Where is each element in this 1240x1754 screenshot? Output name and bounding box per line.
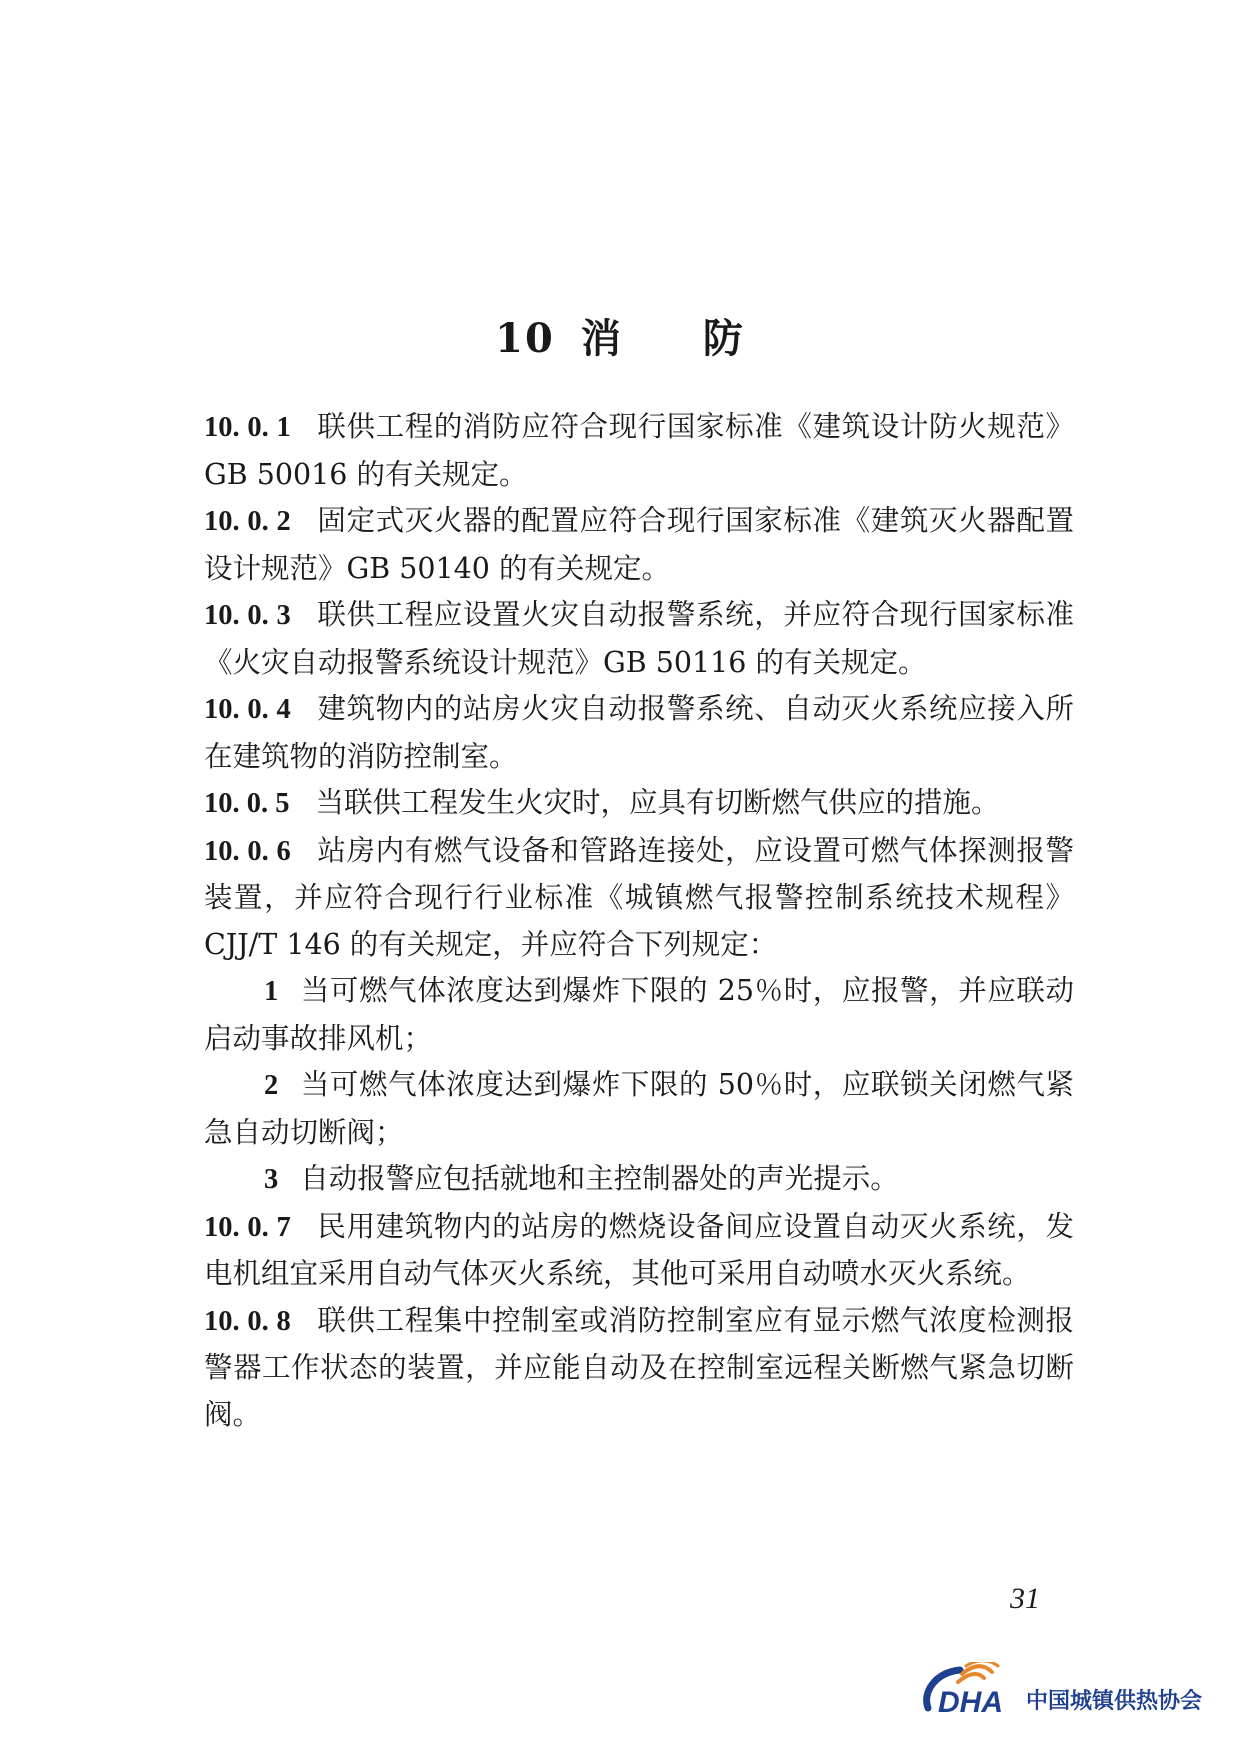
organization-name: 中国城镇供热协会: [1026, 1689, 1203, 1714]
clause-number: 10. 0. 7: [204, 1211, 291, 1243]
chapter-title-char-2: 防: [702, 314, 745, 362]
chapter-number: 10: [495, 314, 555, 362]
item-number: 1: [264, 976, 279, 1007]
page-number: 31: [1010, 1582, 1040, 1615]
clause-number: 10. 0. 6: [204, 835, 291, 867]
clause-10-0-2: [204, 498, 1074, 592]
chapter-title: [0, 309, 1240, 369]
list-item-3: [204, 1156, 1074, 1204]
clause-text: 民用建筑物内的站房的燃烧设备间应设置自动灭火系统，发电机组宜采用自动气体灭火系统，其他可采用自动喷水灭火系统。: [204, 1209, 1074, 1290]
clause-10-0-8: [204, 1298, 1074, 1439]
body-text: [204, 404, 1074, 1438]
clause-number: 10. 0. 5: [204, 788, 290, 819]
item-text: 当可燃气体浓度达到爆炸下限的 50％时，应联锁关闭燃气紧急自动切断阀；: [204, 1068, 1074, 1149]
clause-10-0-3: [204, 592, 1074, 686]
clause-number: 10. 0. 8: [204, 1305, 291, 1337]
list-item-1: [204, 968, 1074, 1062]
clause-text: 固定式灭火器的配置应符合现行国家标准《建筑灭火器配置设计规范》GB 50140 的有关规定。: [204, 504, 1074, 585]
clause-number: 10. 0. 3: [204, 600, 291, 631]
clause-text: 站房内有燃气设备和管路连接处，应设置可燃气体探测报警装置，并应符合现行行业标准《城镇燃气报警控制系统技术规程》CJJ/T 146 的有关规定，并应符合下列规定：: [204, 833, 1074, 961]
clause-text: 当联供工程发生火灾时，应具有切断燃气供应的措施。: [315, 786, 1000, 819]
dha-logo-icon: [918, 1662, 1020, 1718]
footer-logo: [918, 1662, 1218, 1718]
clause-10-0-4: [204, 686, 1074, 780]
item-number: 2: [264, 1070, 279, 1101]
logo-letters: DHA: [938, 1686, 1003, 1718]
clause-number: 10. 0. 1: [204, 412, 291, 443]
clause-10-0-6: [204, 828, 1074, 969]
list-item-2: [204, 1062, 1074, 1156]
item-text: 当可燃气体浓度达到爆炸下限的 25％时，应报警，并应联动启动事故排风机；: [204, 974, 1074, 1055]
item-text: 自动报警应包括就地和主控制器处的声光提示。: [300, 1162, 899, 1195]
clause-text: 联供工程应设置火灾自动报警系统，并应符合现行国家标准《火灾自动报警系统设计规范》GB 50116 的有关规定。: [204, 598, 1074, 679]
clause-text: 联供工程的消防应符合现行国家标准《建筑设计防火规范》GB 50016 的有关规定。: [204, 410, 1074, 491]
clause-number: 10. 0. 4: [204, 694, 291, 725]
item-number: 3: [264, 1164, 279, 1195]
clause-10-0-7: [204, 1204, 1074, 1298]
clause-10-0-5: [204, 780, 1074, 828]
clause-number: 10. 0. 2: [204, 506, 291, 537]
clause-10-0-1: [204, 404, 1074, 498]
clause-text: 建筑物内的站房火灾自动报警系统、自动灭火系统应接入所在建筑物的消防控制室。: [204, 692, 1074, 773]
clause-text: 联供工程集中控制室或消防控制室应有显示燃气浓度检测报警器工作状态的装置，并应能自动及在控制室远程关断燃气紧急切断阀。: [204, 1303, 1074, 1431]
chapter-title-char-1: 消: [580, 314, 623, 362]
